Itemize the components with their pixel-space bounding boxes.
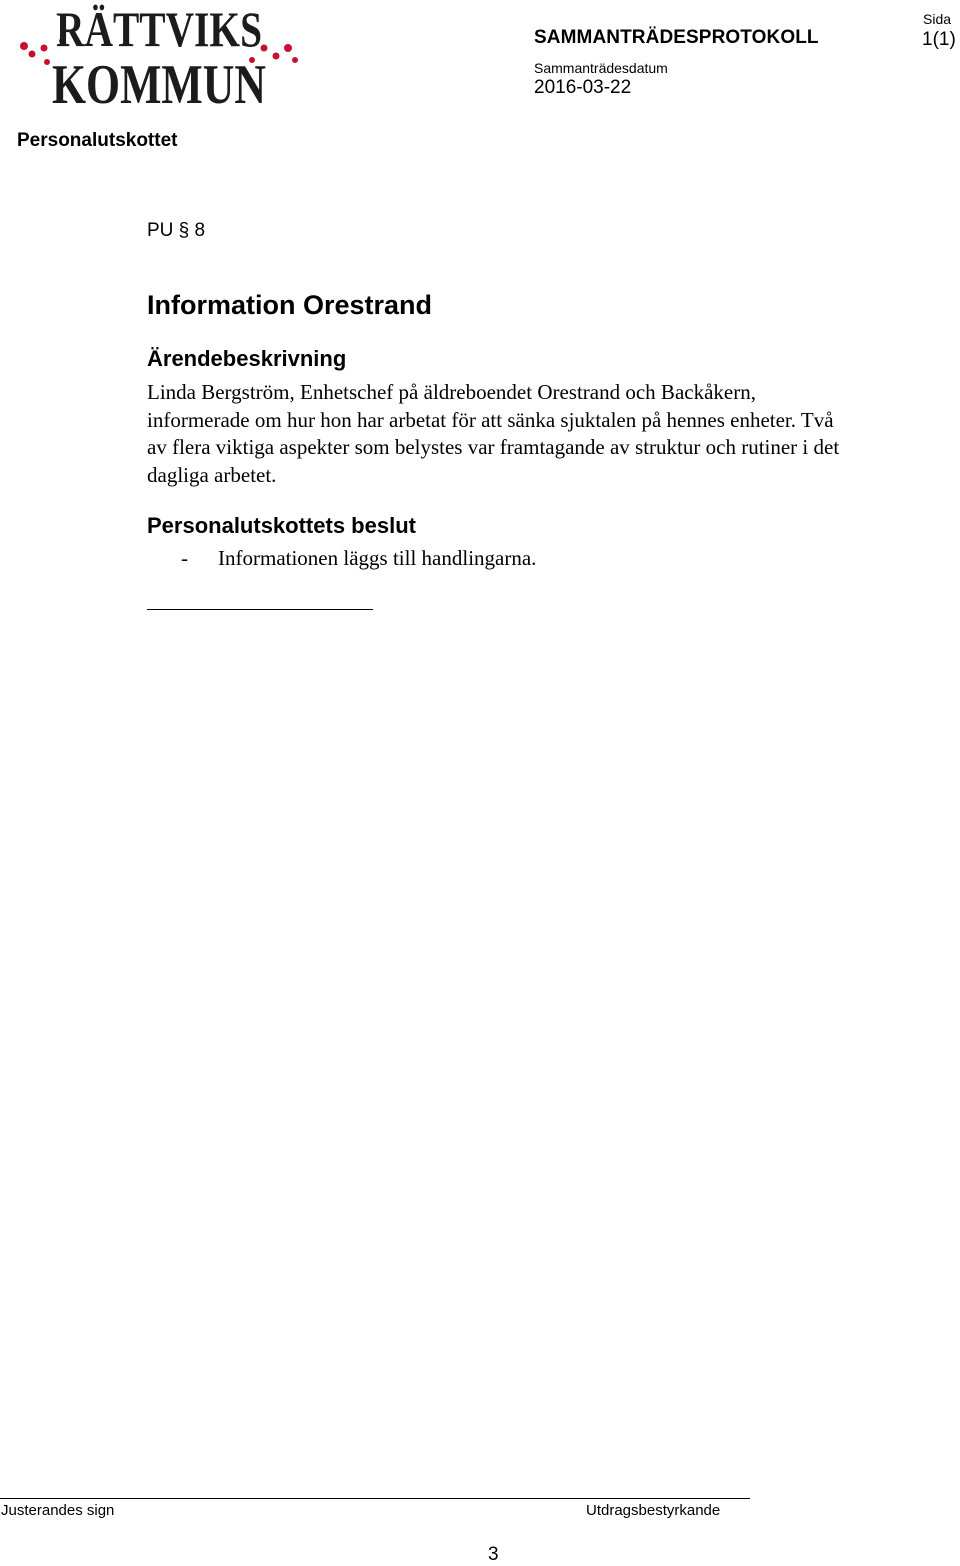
logo-dot	[292, 57, 298, 63]
logo-dot	[273, 53, 280, 60]
document-type: SAMMANTRÄDESPROTOKOLL	[534, 27, 819, 48]
justerandes-sign-label: Justerandes sign	[1, 1502, 115, 1519]
logo-line2: KOMMUN	[52, 54, 266, 108]
decision-text: Informationen läggs till handlingarna.	[218, 546, 537, 570]
logo-dot	[20, 42, 28, 50]
description-text: Linda Bergström, Enhetschef på äldreboendet Orestrand och Backåkern, informerade om hur hon har arbetat för att sänka sjuktalen på hennes enheter. Två av flera viktiga aspekter som belystes var framtagande av struktur och rutiner i det dagliga arbetet.	[147, 380, 840, 487]
logo-graphic	[14, 2, 304, 108]
section-divider	[147, 609, 373, 610]
section-number: PU § 8	[147, 220, 206, 241]
page-number: 3	[488, 1544, 499, 1565]
logo-dot	[284, 44, 292, 52]
page-count: 1(1)	[922, 29, 956, 50]
utdragsbestyrkande-label: Utdragsbestyrkande	[586, 1502, 721, 1519]
logo-line1: RÄTTVIKS	[56, 2, 262, 57]
item-title: Information Orestrand	[147, 290, 433, 320]
page-label: Sida	[923, 11, 952, 27]
description-heading: Ärendebeskrivning	[147, 346, 347, 371]
footer-divider	[0, 1498, 750, 1499]
decision-heading: Personalutskottets beslut	[147, 513, 416, 538]
meeting-date: 2016-03-22	[534, 77, 632, 98]
committee-name: Personalutskottet	[17, 130, 178, 151]
decision-bullet: -	[181, 546, 188, 570]
logo-dot	[41, 45, 48, 52]
meeting-date-label: Sammanträdesdatum	[534, 60, 668, 76]
rattviks-kommun-logo	[14, 2, 304, 108]
logo-dot	[29, 51, 36, 58]
logo-dot	[44, 59, 50, 65]
